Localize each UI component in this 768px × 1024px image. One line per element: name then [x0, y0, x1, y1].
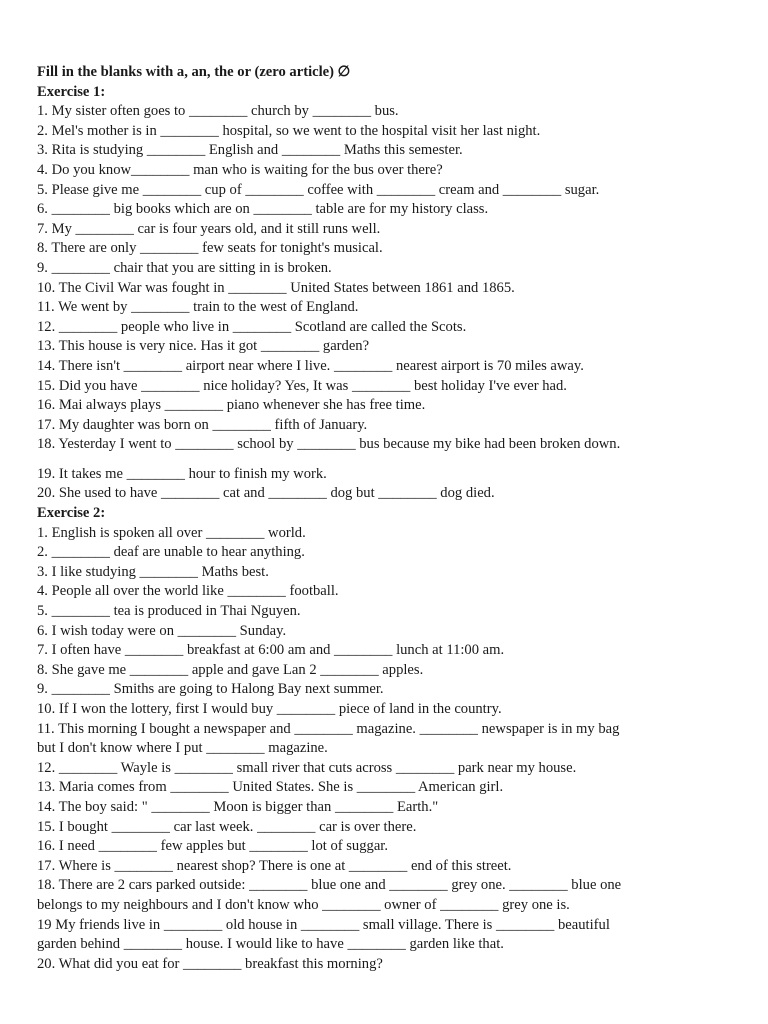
exercise-2-item-9: 9. ________ Smiths are going to Halong Bay next summer.	[37, 681, 384, 698]
exercise-1-title: Exercise 1:	[37, 83, 106, 100]
exercise-1-item-5: 5. Please give me ________ cup of ________ coffee with ________ cream and ________ sugar.	[37, 181, 600, 198]
exercise-1-item-3: 3. Rita is studying ________ English and ________ Maths this semester.	[37, 142, 463, 159]
exercise-1-item-19: 19. It takes me ________ hour to finish my work.	[37, 465, 327, 482]
exercise-1-item-4: 4. Do you know________ man who is waiting for the bus over there?	[37, 161, 443, 178]
exercise-2-item-18: 18. There are 2 cars parked outside: ________ blue one and ________ grey one. ________ blue one	[37, 877, 622, 894]
exercise-2-item-2: 2. ________ deaf are unable to hear anything.	[37, 544, 305, 561]
exercise-1-item-9: 9. ________ chair that you are sitting in is broken.	[37, 259, 332, 276]
exercise-1-item-7: 7. My ________ car is four years old, and it still runs well.	[37, 220, 381, 237]
exercise-1-item-17: 17. My daughter was born on ________ fifth of January.	[37, 416, 368, 433]
exercise-2-title: Exercise 2:	[37, 505, 106, 522]
exercise-2-item-11-cont: but I don't know where I put ________ magazine.	[37, 740, 328, 757]
exercise-2-item-11: 11. This morning I bought a newspaper and ________ magazine. ________ newspaper is in my bag	[37, 720, 620, 737]
exercise-2-item-19-cont: garden behind ________ house. I would like to have ________ garden like that.	[37, 936, 504, 953]
exercise-2-item-19: 19 My friends live in ________ old house in ________ small village. There is ________ beautiful	[37, 916, 610, 933]
worksheet	[37, 63, 737, 974]
exercise-1-item-1: 1. My sister often goes to ________ church by ________ bus.	[37, 103, 399, 120]
exercise-2-item-13: 13. Maria comes from ________ United States. She is ________ American girl.	[37, 779, 504, 796]
exercise-2-item-14: 14. The boy said: " ________ Moon is bigger than ________ Earth."	[37, 798, 439, 815]
exercise-2-item-7: 7. I often have ________ breakfast at 6:00 am and ________ lunch at 11:00 am.	[37, 642, 505, 659]
exercise-1-item-20: 20. She used to have ________ cat and ________ dog but ________ dog died.	[37, 485, 495, 502]
exercise-2-item-5: 5. ________ tea is produced in Thai Nguyen.	[37, 603, 301, 620]
exercise-1-item-18: 18. Yesterday I went to ________ school by ________ bus because my bike had been broken down.	[37, 436, 621, 453]
exercise-1-list	[37, 102, 737, 504]
worksheet-heading: Fill in the blanks with a, an, the or (zero article) ∅	[37, 64, 351, 80]
exercise-1-item-8: 8. There are only ________ few seats for tonight's musical.	[37, 240, 383, 257]
exercise-2-item-4: 4. People all over the world like ________ football.	[37, 583, 339, 600]
exercise-1-item-10: 10. The Civil War was fought in ________ United States between 1861 and 1865.	[37, 279, 515, 296]
exercise-1-item-6: 6. ________ big books which are on ________ table are for my history class.	[37, 201, 489, 218]
exercise-2-list	[37, 524, 737, 975]
exercise-2-item-18-cont: belongs to my neighbours and I don't know who ________ owner of ________ grey one is.	[37, 896, 570, 913]
exercise-1-item-15: 15. Did you have ________ nice holiday? Yes, It was ________ best holiday I've ever had.	[37, 377, 567, 394]
exercise-2-item-3: 3. I like studying ________ Maths best.	[37, 563, 269, 580]
exercise-1-item-12: 12. ________ people who live in ________ Scotland are called the Scots.	[37, 318, 467, 335]
exercise-2-item-1: 1. English is spoken all over ________ world.	[37, 524, 306, 541]
exercise-1-item-2: 2. Mel's mother is in ________ hospital, so we went to the hospital visit her last night.	[37, 122, 541, 139]
exercise-2-item-6: 6. I wish today were on ________ Sunday.	[37, 622, 287, 639]
exercise-2-item-15: 15. I bought ________ car last week. ________ car is over there.	[37, 818, 417, 835]
exercise-2-item-12: 12. ________ Wayle is ________ small river that cuts across ________ park near my house.	[37, 759, 577, 776]
exercise-2-item-17: 17. Where is ________ nearest shop? There is one at ________ end of this street.	[37, 857, 512, 874]
exercise-2-item-20: 20. What did you eat for ________ breakfast this morning?	[37, 955, 383, 972]
exercise-1-item-13: 13. This house is very nice. Has it got ________ garden?	[37, 338, 370, 355]
exercise-2-item-8: 8. She gave me ________ apple and gave Lan 2 ________ apples.	[37, 661, 424, 678]
exercise-1-item-14: 14. There isn't ________ airport near where I live. ________ nearest airport is 70 miles away.	[37, 357, 584, 374]
exercise-2-item-10: 10. If I won the lottery, first I would buy ________ piece of land in the country.	[37, 701, 502, 717]
exercise-2-item-16: 16. I need ________ few apples but ________ lot of suggar.	[37, 838, 389, 855]
exercise-1-item-16: 16. Mai always plays ________ piano whenever she has free time.	[37, 397, 426, 414]
exercise-1-item-11: 11. We went by ________ train to the west of England.	[37, 299, 359, 316]
